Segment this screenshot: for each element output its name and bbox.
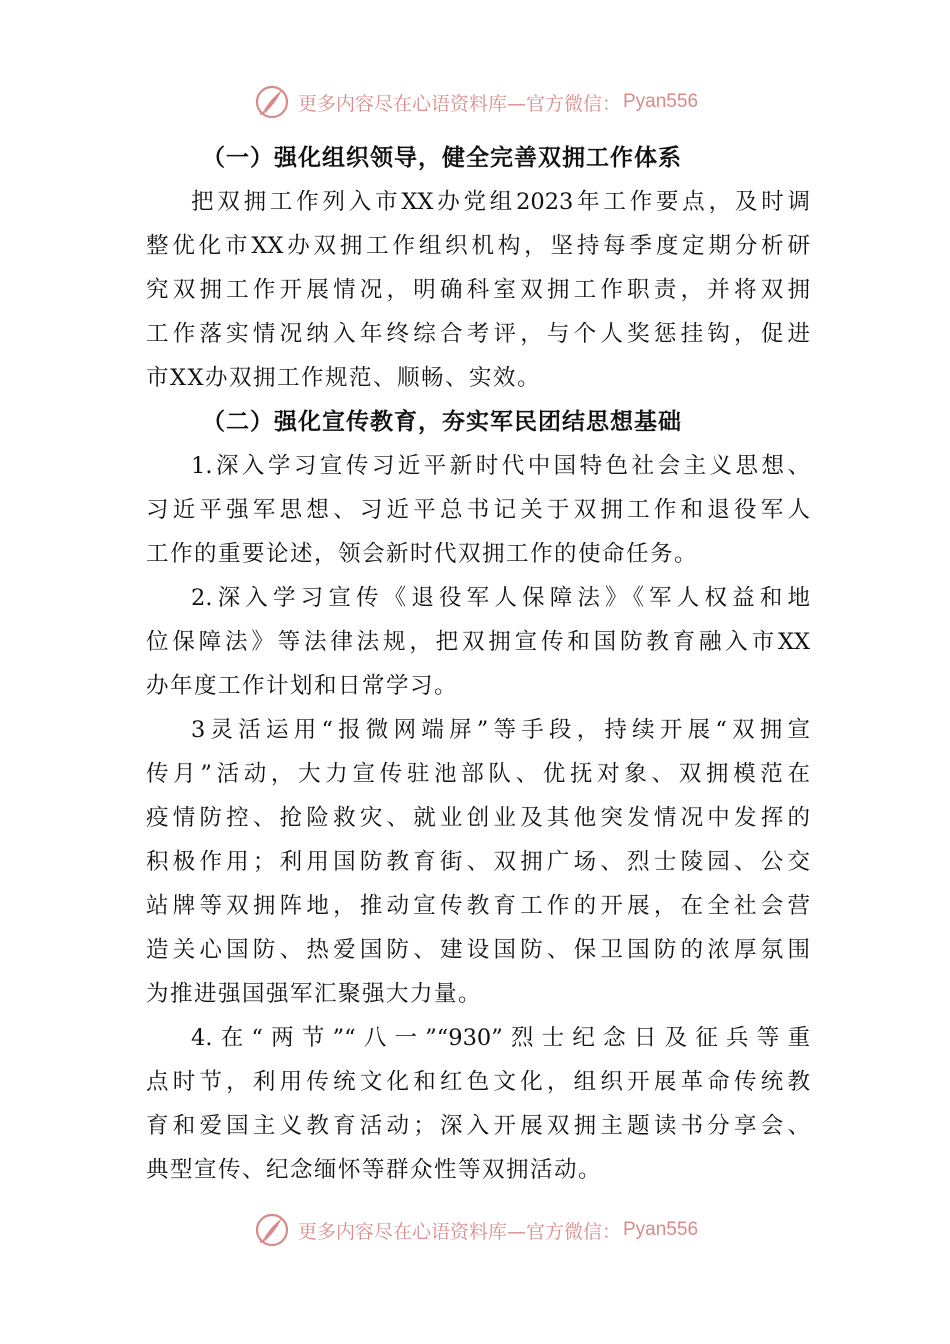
watermark-text: 更多内容尽在心语资料库—官方微信：	[297, 92, 621, 115]
text-line: 把双拥工作列入市XX办党组2023年工作要点，及时调	[191, 189, 810, 215]
text-line: 位保障法》等法律法规，把双拥宣传和国防教育融入市XX	[146, 629, 810, 655]
pen-nib-logo-icon	[252, 1210, 292, 1250]
text-line: 工作落实情况纳入年终综合考评，与个人奖惩挂钩，促进	[146, 321, 810, 347]
section-heading-1: （一）强化组织领导，健全完善双拥工作体系	[202, 145, 682, 171]
text-line: 积极作用；利用国防教育街、双拥广场、烈士陵园、公交	[146, 849, 810, 875]
paragraph-organization	[146, 180, 810, 400]
pen-nib-logo-icon	[252, 82, 292, 122]
paragraph-item-1	[146, 444, 810, 576]
paragraph-item-2	[146, 576, 810, 708]
text-line: 3灵活运用“报微网端屏”等手段，持续开展“双拥宣	[191, 717, 810, 743]
watermark-header	[0, 80, 950, 124]
text-line: 习近平强军思想、习近平总书记关于双拥工作和退役军人	[146, 497, 810, 523]
paragraph-item-3	[146, 708, 810, 1016]
text-line: 传月”活动，大力宣传驻池部队、优抚对象、双拥模范在	[146, 761, 810, 787]
watermark-footer	[0, 1208, 950, 1252]
watermark-text: 更多内容尽在心语资料库—官方微信：	[297, 1220, 621, 1243]
text-line: 点时节，利用传统文化和红色文化，组织开展革命传统教	[146, 1069, 810, 1095]
text-line: 2.深入学习宣传《退役军人保障法》《军人权益和地	[191, 585, 810, 611]
text-line: 为推进强国强军汇聚强大力量。	[146, 981, 483, 1007]
text-line: 整优化市XX办双拥工作组织机构，坚持每季度定期分析研	[146, 233, 810, 259]
text-line: 造关心国防、热爱国防、建设国防、保卫国防的浓厚氛围	[146, 937, 810, 963]
text-line: 典型宣传、纪念缅怀等群众性等双拥活动。	[146, 1157, 603, 1183]
watermark-account: Pyan556	[623, 1219, 699, 1240]
text-line: 4.在“两节”“八一”“930”烈士纪念日及征兵等重	[191, 1025, 810, 1051]
watermark-account: Pyan556	[623, 91, 699, 112]
section-heading-2: （二）强化宣传教育，夯实军民团结思想基础	[202, 409, 682, 435]
paragraph-item-4	[146, 1016, 810, 1192]
text-line: 疫情防控、抢险救灾、就业创业及其他突发情况中发挥的	[146, 805, 810, 831]
text-line: 育和爱国主义教育活动；深入开展双拥主题读书分享会、	[146, 1113, 810, 1139]
text-line: 究双拥工作开展情况，明确科室双拥工作职责，并将双拥	[146, 277, 810, 303]
text-line: 办年度工作计划和日常学习。	[146, 673, 459, 699]
text-line: 站牌等双拥阵地，推动宣传教育工作的开展，在全社会营	[146, 893, 810, 919]
text-line: 市XX办双拥工作规范、顺畅、实效。	[146, 365, 542, 391]
document-body	[146, 136, 810, 1192]
text-line: 工作的重要论述，领会新时代双拥工作的使命任务。	[146, 541, 699, 567]
text-line: 1.深入学习宣传习近平新时代中国特色社会主义思想、	[191, 453, 810, 479]
